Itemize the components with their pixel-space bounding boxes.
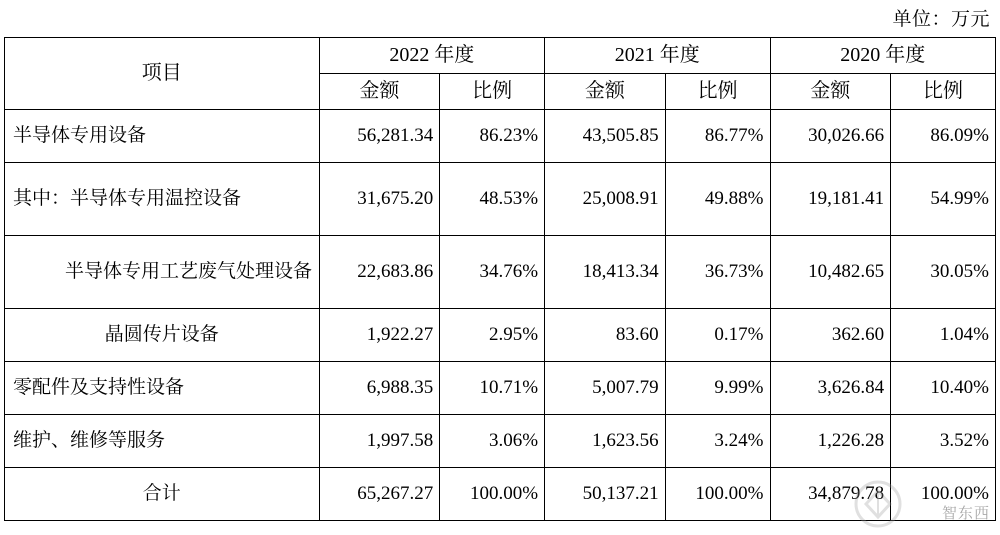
header-year-2022: 2022 年度 (319, 38, 544, 74)
row-label: 零配件及支持性设备 (5, 362, 320, 415)
row-label: 半导体专用工艺废气处理设备 (5, 236, 320, 309)
row-value: 3.52% (891, 415, 996, 468)
row-value: 5,007.79 (545, 362, 666, 415)
row-value: 30.05% (891, 236, 996, 309)
row-value: 50,137.21 (545, 468, 666, 521)
row-label: 合计 (5, 468, 320, 521)
header-year-2020: 2020 年度 (770, 38, 996, 74)
row-value: 49.88% (665, 163, 770, 236)
row-value: 3.06% (440, 415, 545, 468)
row-value: 362.60 (770, 309, 891, 362)
row-value: 19,181.41 (770, 163, 891, 236)
row-value: 1,997.58 (319, 415, 440, 468)
row-value: 48.53% (440, 163, 545, 236)
table-row (5, 362, 996, 415)
row-value: 9.99% (665, 362, 770, 415)
row-value: 36.73% (665, 236, 770, 309)
row-value: 18,413.34 (545, 236, 666, 309)
header-amount-2022: 金额 (319, 74, 440, 110)
table-row (5, 236, 996, 309)
row-value: 10.71% (440, 362, 545, 415)
table-row-total (5, 468, 996, 521)
row-value: 56,281.34 (319, 110, 440, 163)
row-value: 34.76% (440, 236, 545, 309)
header-ratio-2021: 比例 (665, 74, 770, 110)
header-ratio-2022: 比例 (440, 74, 545, 110)
row-value: 10.40% (891, 362, 996, 415)
header-year-2021: 2021 年度 (545, 38, 770, 74)
table-row (5, 163, 996, 236)
row-value: 34,879.78 (770, 468, 891, 521)
unit-note: 单位：万元 (892, 9, 990, 30)
row-label: 其中：半导体专用温控设备 (5, 163, 320, 236)
header-item: 项目 (5, 38, 320, 110)
table-header (5, 38, 996, 110)
row-label: 维护、维修等服务 (5, 415, 320, 468)
row-value: 3.24% (665, 415, 770, 468)
watermark-text: 智东西 (941, 506, 990, 522)
row-value: 25,008.91 (545, 163, 666, 236)
row-value: 10,482.65 (770, 236, 891, 309)
row-value: 30,026.66 (770, 110, 891, 163)
row-value: 86.77% (665, 110, 770, 163)
row-value: 65,267.27 (319, 468, 440, 521)
row-value: 2.95% (440, 309, 545, 362)
row-label: 半导体专用设备 (5, 110, 320, 163)
row-value: 83.60 (545, 309, 666, 362)
row-value: 100.00% (440, 468, 545, 521)
header-amount-2021: 金额 (545, 74, 666, 110)
table-body (5, 110, 996, 521)
header-amount-2020: 金额 (770, 74, 891, 110)
revenue-breakdown-table (4, 37, 996, 521)
table-row (5, 110, 996, 163)
row-value: 0.17% (665, 309, 770, 362)
table-row (5, 415, 996, 468)
header-ratio-2020: 比例 (891, 74, 996, 110)
row-value: 1,226.28 (770, 415, 891, 468)
row-value: 43,505.85 (545, 110, 666, 163)
row-value: 22,683.86 (319, 236, 440, 309)
row-value: 54.99% (891, 163, 996, 236)
row-value: 86.09% (891, 110, 996, 163)
row-label: 晶圆传片设备 (5, 309, 320, 362)
row-value: 86.23% (440, 110, 545, 163)
row-value: 6,988.35 (319, 362, 440, 415)
row-value: 31,675.20 (319, 163, 440, 236)
table-row (5, 309, 996, 362)
row-value: 3,626.84 (770, 362, 891, 415)
row-value: 1.04% (891, 309, 996, 362)
table-header-row-years (5, 38, 996, 74)
row-value: 100.00% (891, 468, 996, 521)
row-value: 100.00% (665, 468, 770, 521)
row-value: 1,922.27 (319, 309, 440, 362)
row-value: 1,623.56 (545, 415, 666, 468)
